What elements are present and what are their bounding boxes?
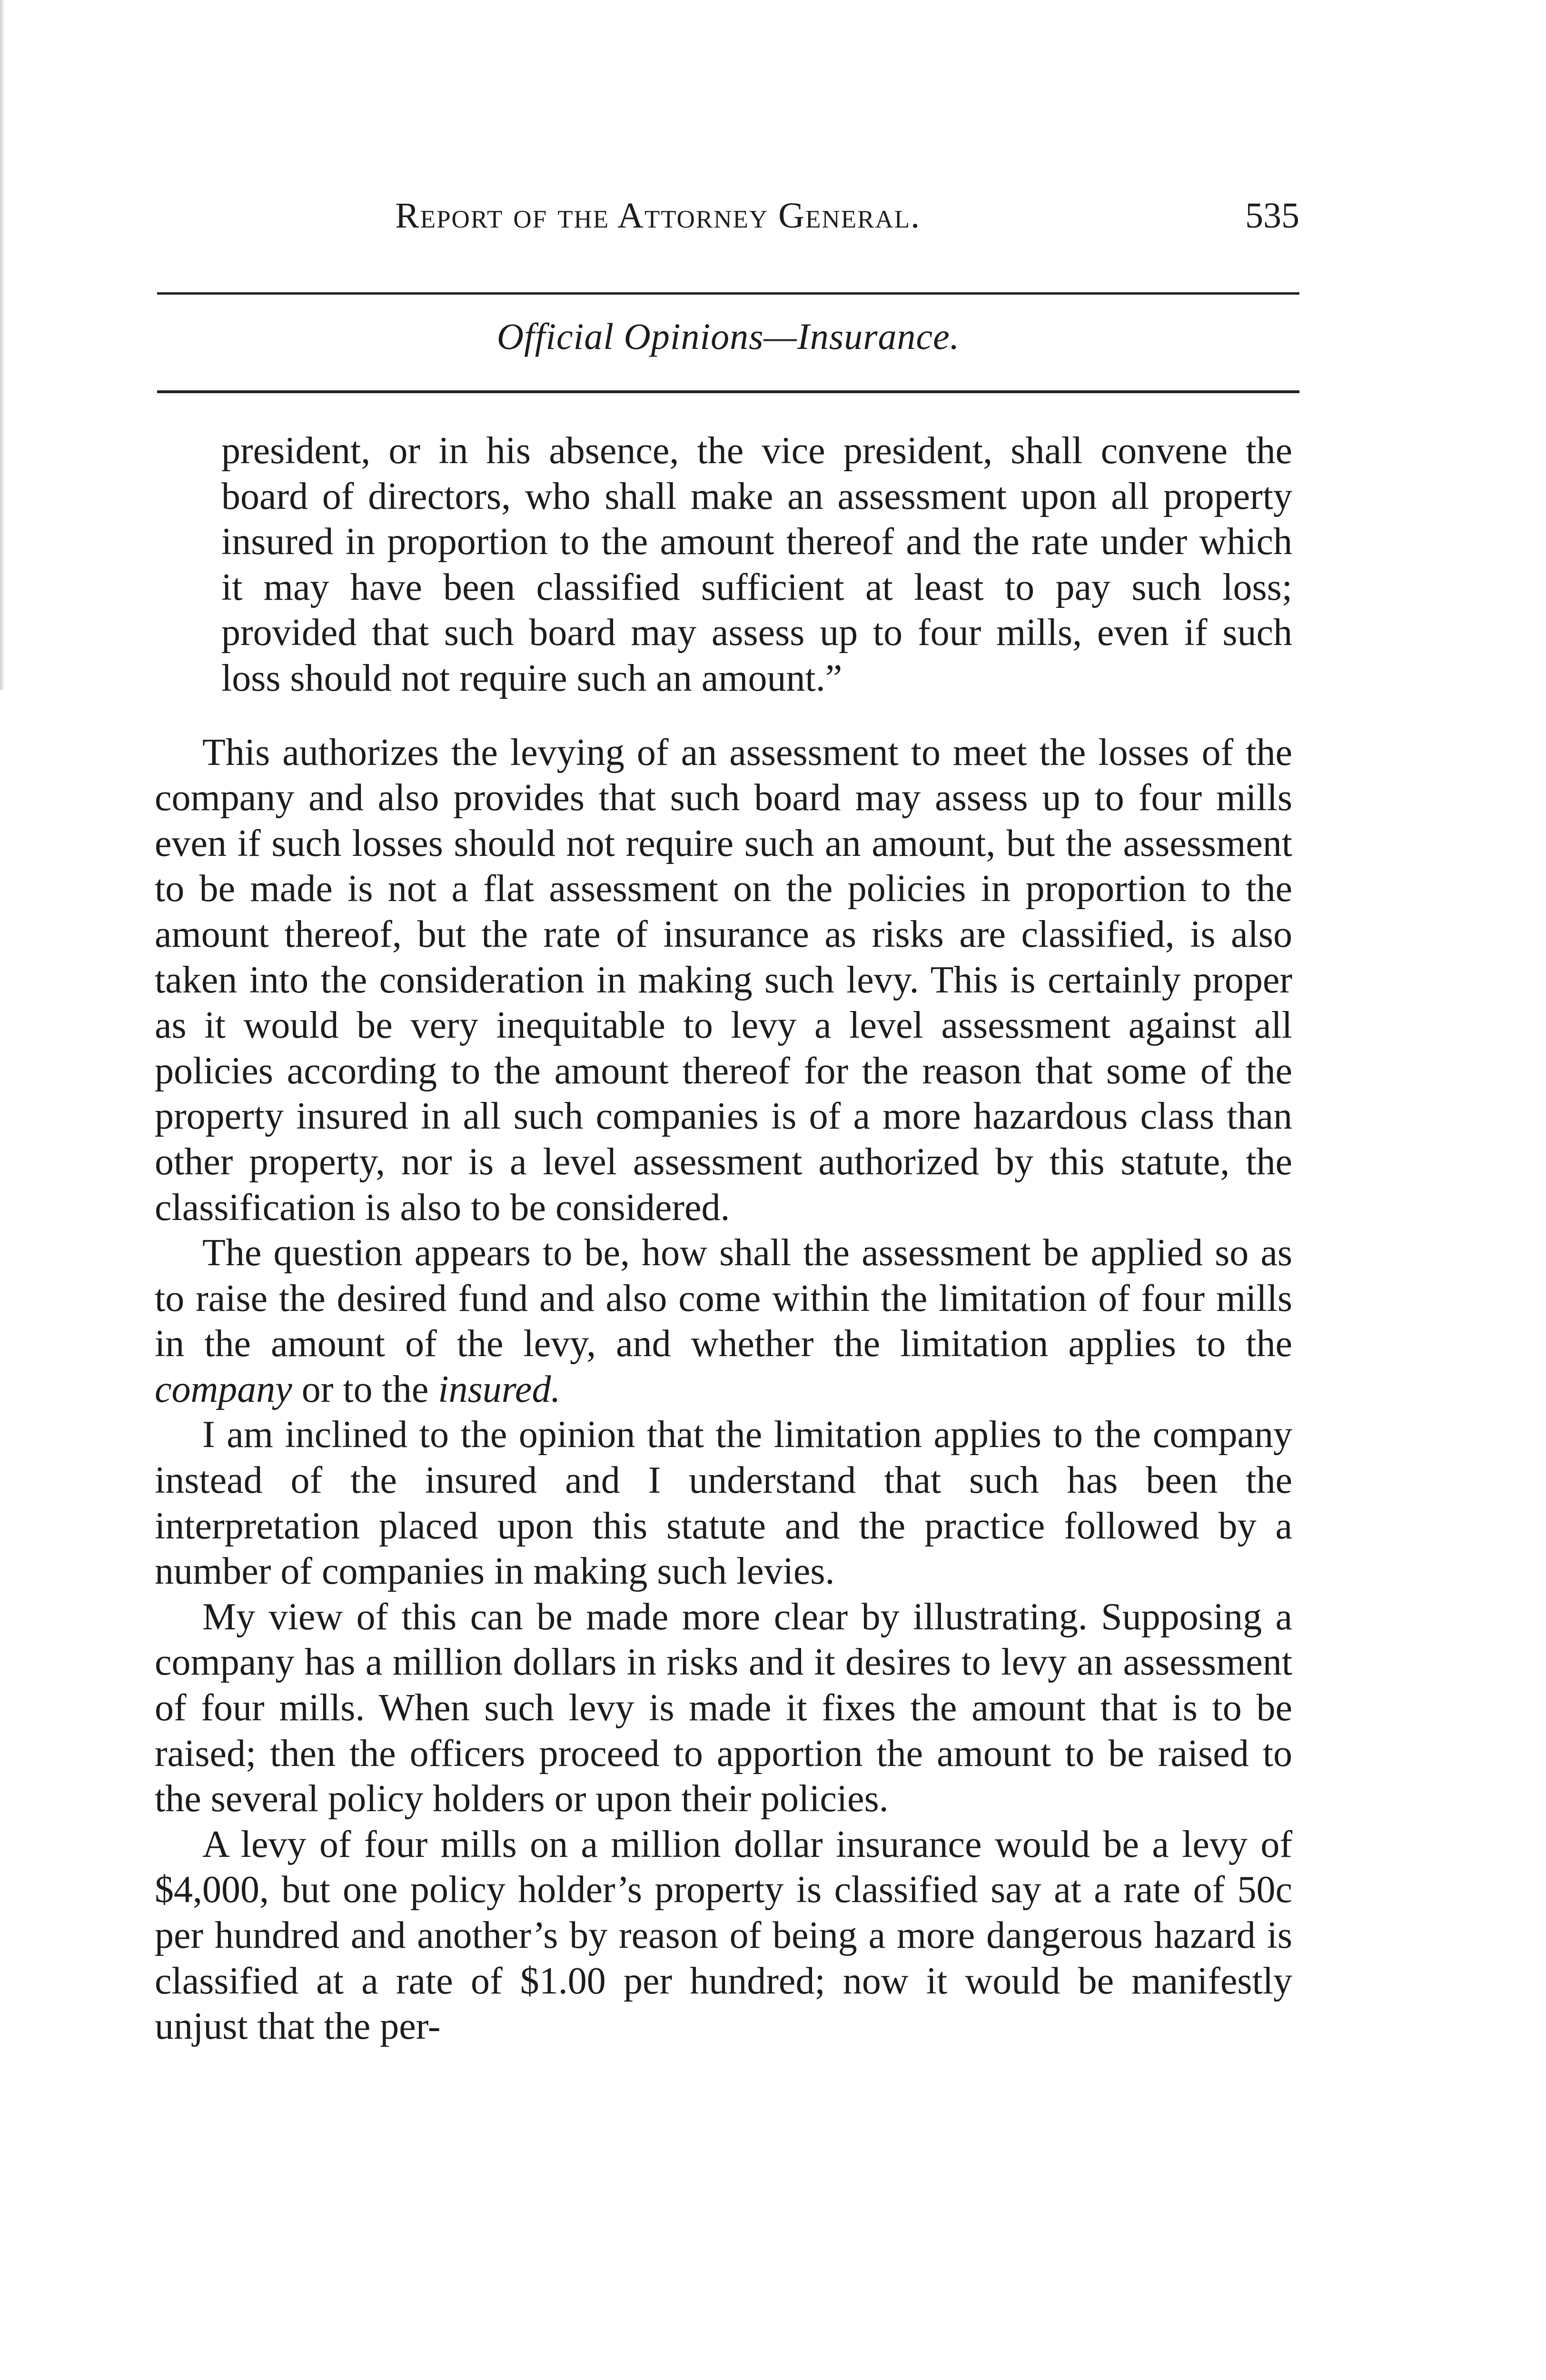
running-head: [157, 195, 1299, 248]
header-rule-top: [157, 292, 1299, 295]
quoted-statute: president, or in his absence, the vice president, shall convene the board of directors, who shall make an assessment upon all property insured in proportion to the amount thereof and the rate under which it may have been classified sufficient at least to pay such loss; provided that such board may assess up to four mills, even if such loss should not require such an amount.”: [221, 430, 1292, 699]
emphasis-insured: insured.: [438, 1368, 561, 1410]
header-rule-bottom: [157, 390, 1299, 393]
section-title: Official Opinions—Insurance.: [496, 316, 960, 357]
page-edge-shadow: [0, 0, 5, 690]
paragraph-illustration: My view of this can be made more clear by illustrating. Supposing a company has a million dollars in risks and it desires to levy an assessment of four mills. When such levy is made it fixes the amount that is to be raised; then the officers proceed to apportion the amount to be raised to the several policy holders or upon their policies.: [155, 1596, 1292, 1820]
paragraph-authorizes: This authorizes the levying of an assessment to meet the losses of the company and also provides that such board may assess up to four mills even if such losses should not require such an amount, but the assessment to be made is not a flat assessment on the policies in proportion to the amount thereof, but the rate of insurance as risks are classified, is also taken into the consideration in making such levy. This is certainly proper as it would be very inequitable to levy a level assessment against all policies according to the amount thereof for the reason that some of the property insured in all such companies is of a more hazardous class than other property, nor is a level assessment authorized by this statute, the classification is also to be considered.: [155, 731, 1292, 1229]
paragraph-levy-example: A levy of four mills on a million dollar insurance would be a levy of $4,000, but one policy holder’s property is classified say at a rate of 50c per hundred and another’s by reason of being a more dangerous hazard is classified at a rate of $1.00 per hundred; now it would be manifestly unjust that the per-: [155, 1823, 1292, 2048]
body-text: [155, 428, 1292, 2050]
paragraph-opinion: I am inclined to the opinion that the limitation applies to the company instead of the insured and I understand that such has been the interpretation placed upon this statute and the practice followed by a number of companies in making such levies.: [155, 1414, 1292, 1593]
question-text-before: The question appears to be, how shall the assessment be applied so as to raise the desired fund and also come within the limitation of four mills in the amount of the levy, and whether the limitation applies to the: [155, 1232, 1292, 1365]
running-title: Report of the Attorney General.: [395, 196, 921, 236]
paragraph-question: [155, 1230, 1292, 1412]
question-text-middle: or to the: [292, 1368, 438, 1410]
page-number: 535: [1245, 196, 1299, 236]
emphasis-company: company: [155, 1368, 292, 1410]
